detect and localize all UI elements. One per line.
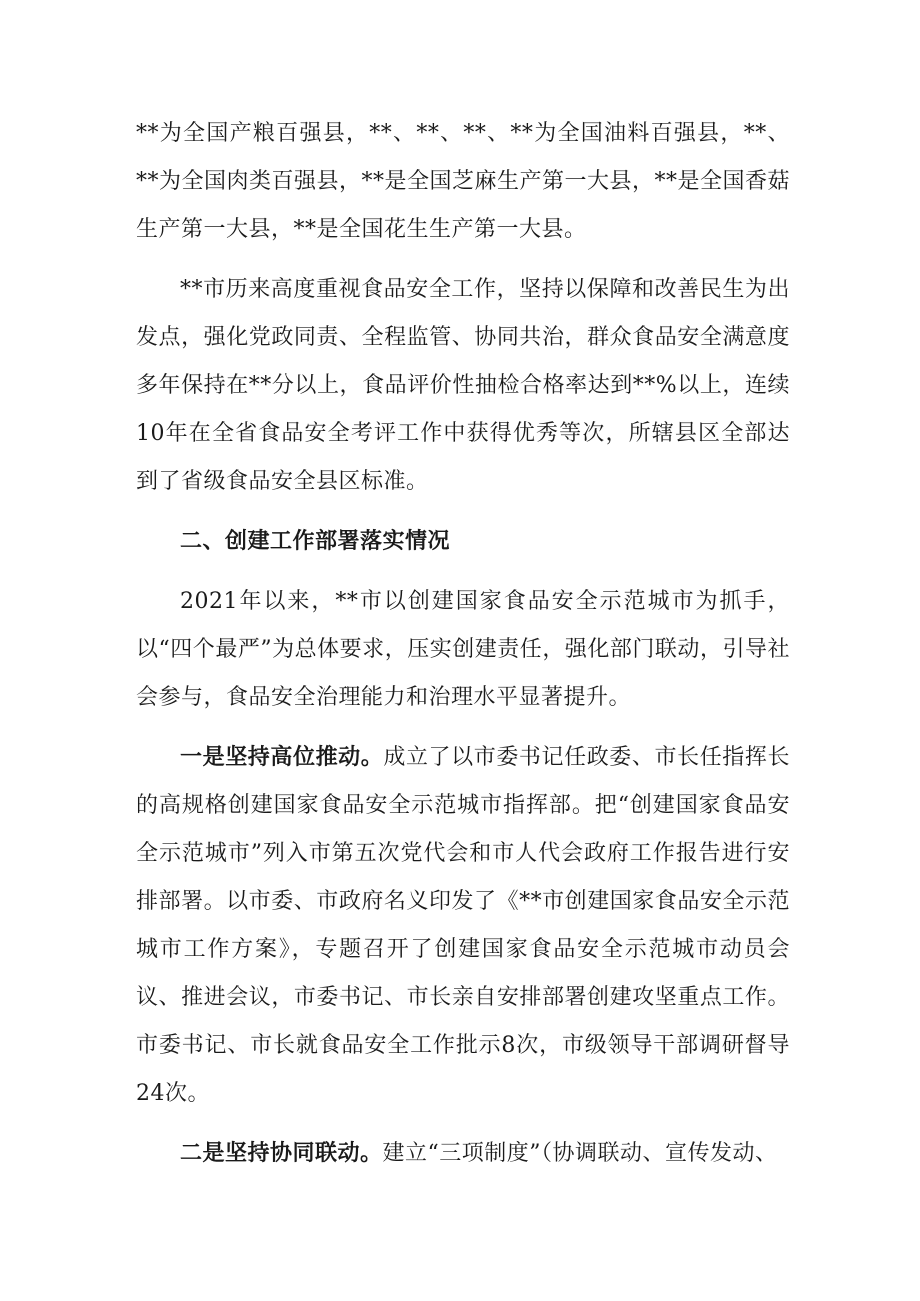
section-heading: 二、创建工作部署落实情况 <box>180 529 451 554</box>
paragraph-coordinated-linkage <box>136 1130 790 1178</box>
paragraph-since-2021: 2021年以来，**市以创建国家食品安全示范城市为抓手，以“四个最严”为总体要求，压实创建责任，强化部门联动，引导社会参与，食品安全治理能力和治理水平显著提升。 <box>136 589 790 710</box>
paragraph-high-level-promotion <box>136 734 790 1118</box>
paragraph-lead-high-level: 一是坚持高位推动。 <box>180 745 384 770</box>
paragraph-food-safety-overview: **市历来高度重视食品安全工作，坚持以保障和改善民生为出发点，强化党政同责、全程监管、协同共治，群众食品安全满意度多年保持在**分以上，食品评价性抽检合格率达到**%以上，连续10年在全省食品安全考评工作中获得优秀等次，所辖县区全部达到了省级食品安全县区标准。 <box>136 277 790 494</box>
document-page <box>136 110 790 1190</box>
paragraph-county-rankings: **为全国产粮百强县，**、**、**、**为全国油料百强县，**、**为全国肉类百强县，**是全国芝麻生产第一大县，**是全国香菇生产第一大县，**是全国花生生产第一大县。 <box>136 121 791 242</box>
paragraph-lead-coordinated: 二是坚持协同联动。 <box>180 1141 383 1166</box>
paragraph-body-high-level: 成立了以市委书记任政委、市长任指挥长的高规格创建国家食品安全示范城市指挥部。把“创建国家食品安全示范城市”列入市第五次党代会和市人代会政府工作报告进行安排部署。以市委、市政府名义印发了《**市创建国家食品安全示范城市工作方案》，专题召开了创建国家食品安全示范城市动员会议、推进会议，市委书记、市长亲自安排部署创建攻坚重点工作。市委书记、市长就食品安全工作批示8次，市级领导干部调研督导24次。 <box>136 745 790 1106</box>
paragraph-body-coordinated: 建立“三项制度”（协调联动、宣传发动、 <box>382 1141 778 1166</box>
